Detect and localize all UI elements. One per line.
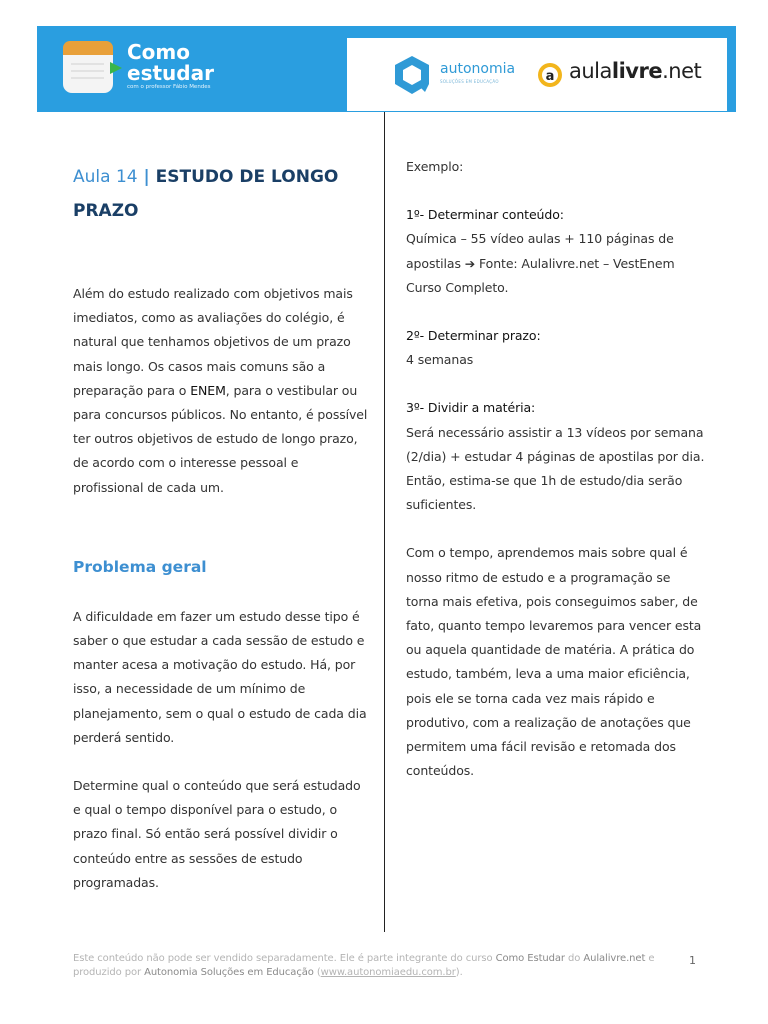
footer-company: Autonomia Soluções em Educação: [144, 967, 314, 978]
logo-line1: Como: [127, 40, 190, 64]
step3-text: Será necessário assistir a 13 vídeos por semana (2/dia) + estudar 4 páginas de apostilas por dia. Então, estima-se que 1h de estudo/dia serão suficientes.: [406, 424, 705, 513]
column-divider: [384, 112, 385, 932]
lesson-number: Aula 14: [73, 167, 138, 187]
svg-text:a: a: [545, 69, 555, 84]
example-label: Exemplo:: [406, 159, 464, 174]
step2-text: 4 semanas: [406, 352, 474, 368]
intro-paragraph: [73, 282, 369, 500]
aulalivre-name: [569, 59, 701, 83]
footer-url-link[interactable]: www.autonomiaedu.com.br: [320, 967, 456, 978]
left-column: [73, 160, 369, 895]
title-separator: |: [143, 167, 150, 187]
footer-site: Aulalivre.net: [583, 953, 646, 964]
footer-course: Como Estudar: [495, 953, 565, 964]
arrow-right-icon: ➔: [464, 255, 476, 271]
step1: [406, 203, 706, 300]
step3-label: 3º- Dividir a matéria:: [406, 400, 536, 416]
step3: [406, 396, 706, 517]
intro-enem: ENEM: [190, 382, 226, 398]
footer-text-1: Este conteúdo não pode ser vendido separadamente. Ele é parte integrante do curso: [73, 953, 496, 964]
aulalivre-logo-icon: [537, 62, 563, 88]
page-number: 1: [689, 954, 696, 967]
right-column: [406, 155, 706, 783]
footer-text-2: do: [564, 953, 584, 964]
autonomia-tagline: SOLUÇÕES EM EDUCAÇÃO: [440, 79, 499, 84]
intro-text-a: Além do estudo realizado com objetivos mais imediatos, como as avaliações do colégio, é natural que tenhamos objetivos de um prazo mais longo. Os casos mais comuns são a preparação para o: [73, 286, 353, 398]
footer-text-4: (: [313, 967, 321, 978]
footer-text-3: e produzido por: [73, 953, 655, 978]
lesson-title: ESTUDO DE LONGO PRAZO: [73, 167, 339, 221]
step2: [406, 324, 706, 372]
problem-paragraph: A dificuldade em fazer um estudo desse tipo é saber o que estudar a cada sessão de estudo e manter acesa a motivação do estudo. Há, por isso, a necessidade de um mínimo de planejamento, sem o qual o estudo de cada dia perderá sentido.: [73, 608, 367, 745]
intro-text-b: , para o vestibular ou para concursos públicos. No entanto, é possível ter outros objetivos de estudo de longo prazo, de acordo com o interesse pessoal e profissional de cada um.: [73, 382, 368, 495]
footer-notice: [73, 952, 673, 980]
footer-text-5: ).: [455, 967, 463, 978]
notebook-logo-icon: [62, 40, 122, 95]
conclusion-paragraph: Com o tempo, aprendemos mais sobre qual é nosso ritmo de estudo e a programação se torna mais efetiva, pois conseguimos saber, de fato, quanto tempo levaremos para vencer esta ou aquela quantidade de matéria. A prática do estudo, também, leva a uma maior eficiência, pois ele se torna cada vez mais rápido e produtivo, com a realização de anotações que permitem uma fácil revisão e retomada dos conteúdos.: [406, 545, 702, 779]
step1-text-a: Química – 55 vídeo aulas + 110 páginas de apostilas: [406, 231, 674, 271]
logo-line2: estudar: [127, 61, 214, 85]
step1-text-b: Fonte: Aulalivre.net – VestEnem Curso Completo.: [406, 255, 675, 295]
autonomia-logo-icon: [391, 54, 433, 96]
aulalivre-name-prefix: aula: [569, 59, 612, 83]
page-title: [73, 160, 369, 228]
aulalivre-name-bold: livre: [611, 59, 663, 83]
section-heading: Problema geral: [73, 557, 207, 576]
course-logo: [127, 41, 214, 91]
step2-label: 2º- Determinar prazo:: [406, 328, 541, 344]
determine-paragraph: Determine qual o conteúdo que será estudado e qual o tempo disponível para o estudo, o prazo final. Só então será possível dividir o conteúdo entre as sessões de estudo programadas.: [73, 778, 361, 890]
step1-label: 1º- Determinar conteúdo:: [406, 207, 564, 223]
aulalivre-name-suffix: .net: [662, 59, 702, 83]
logo-tagline: com o professor Fábio Mendes: [127, 84, 211, 90]
autonomia-name: autonomia: [440, 61, 516, 77]
